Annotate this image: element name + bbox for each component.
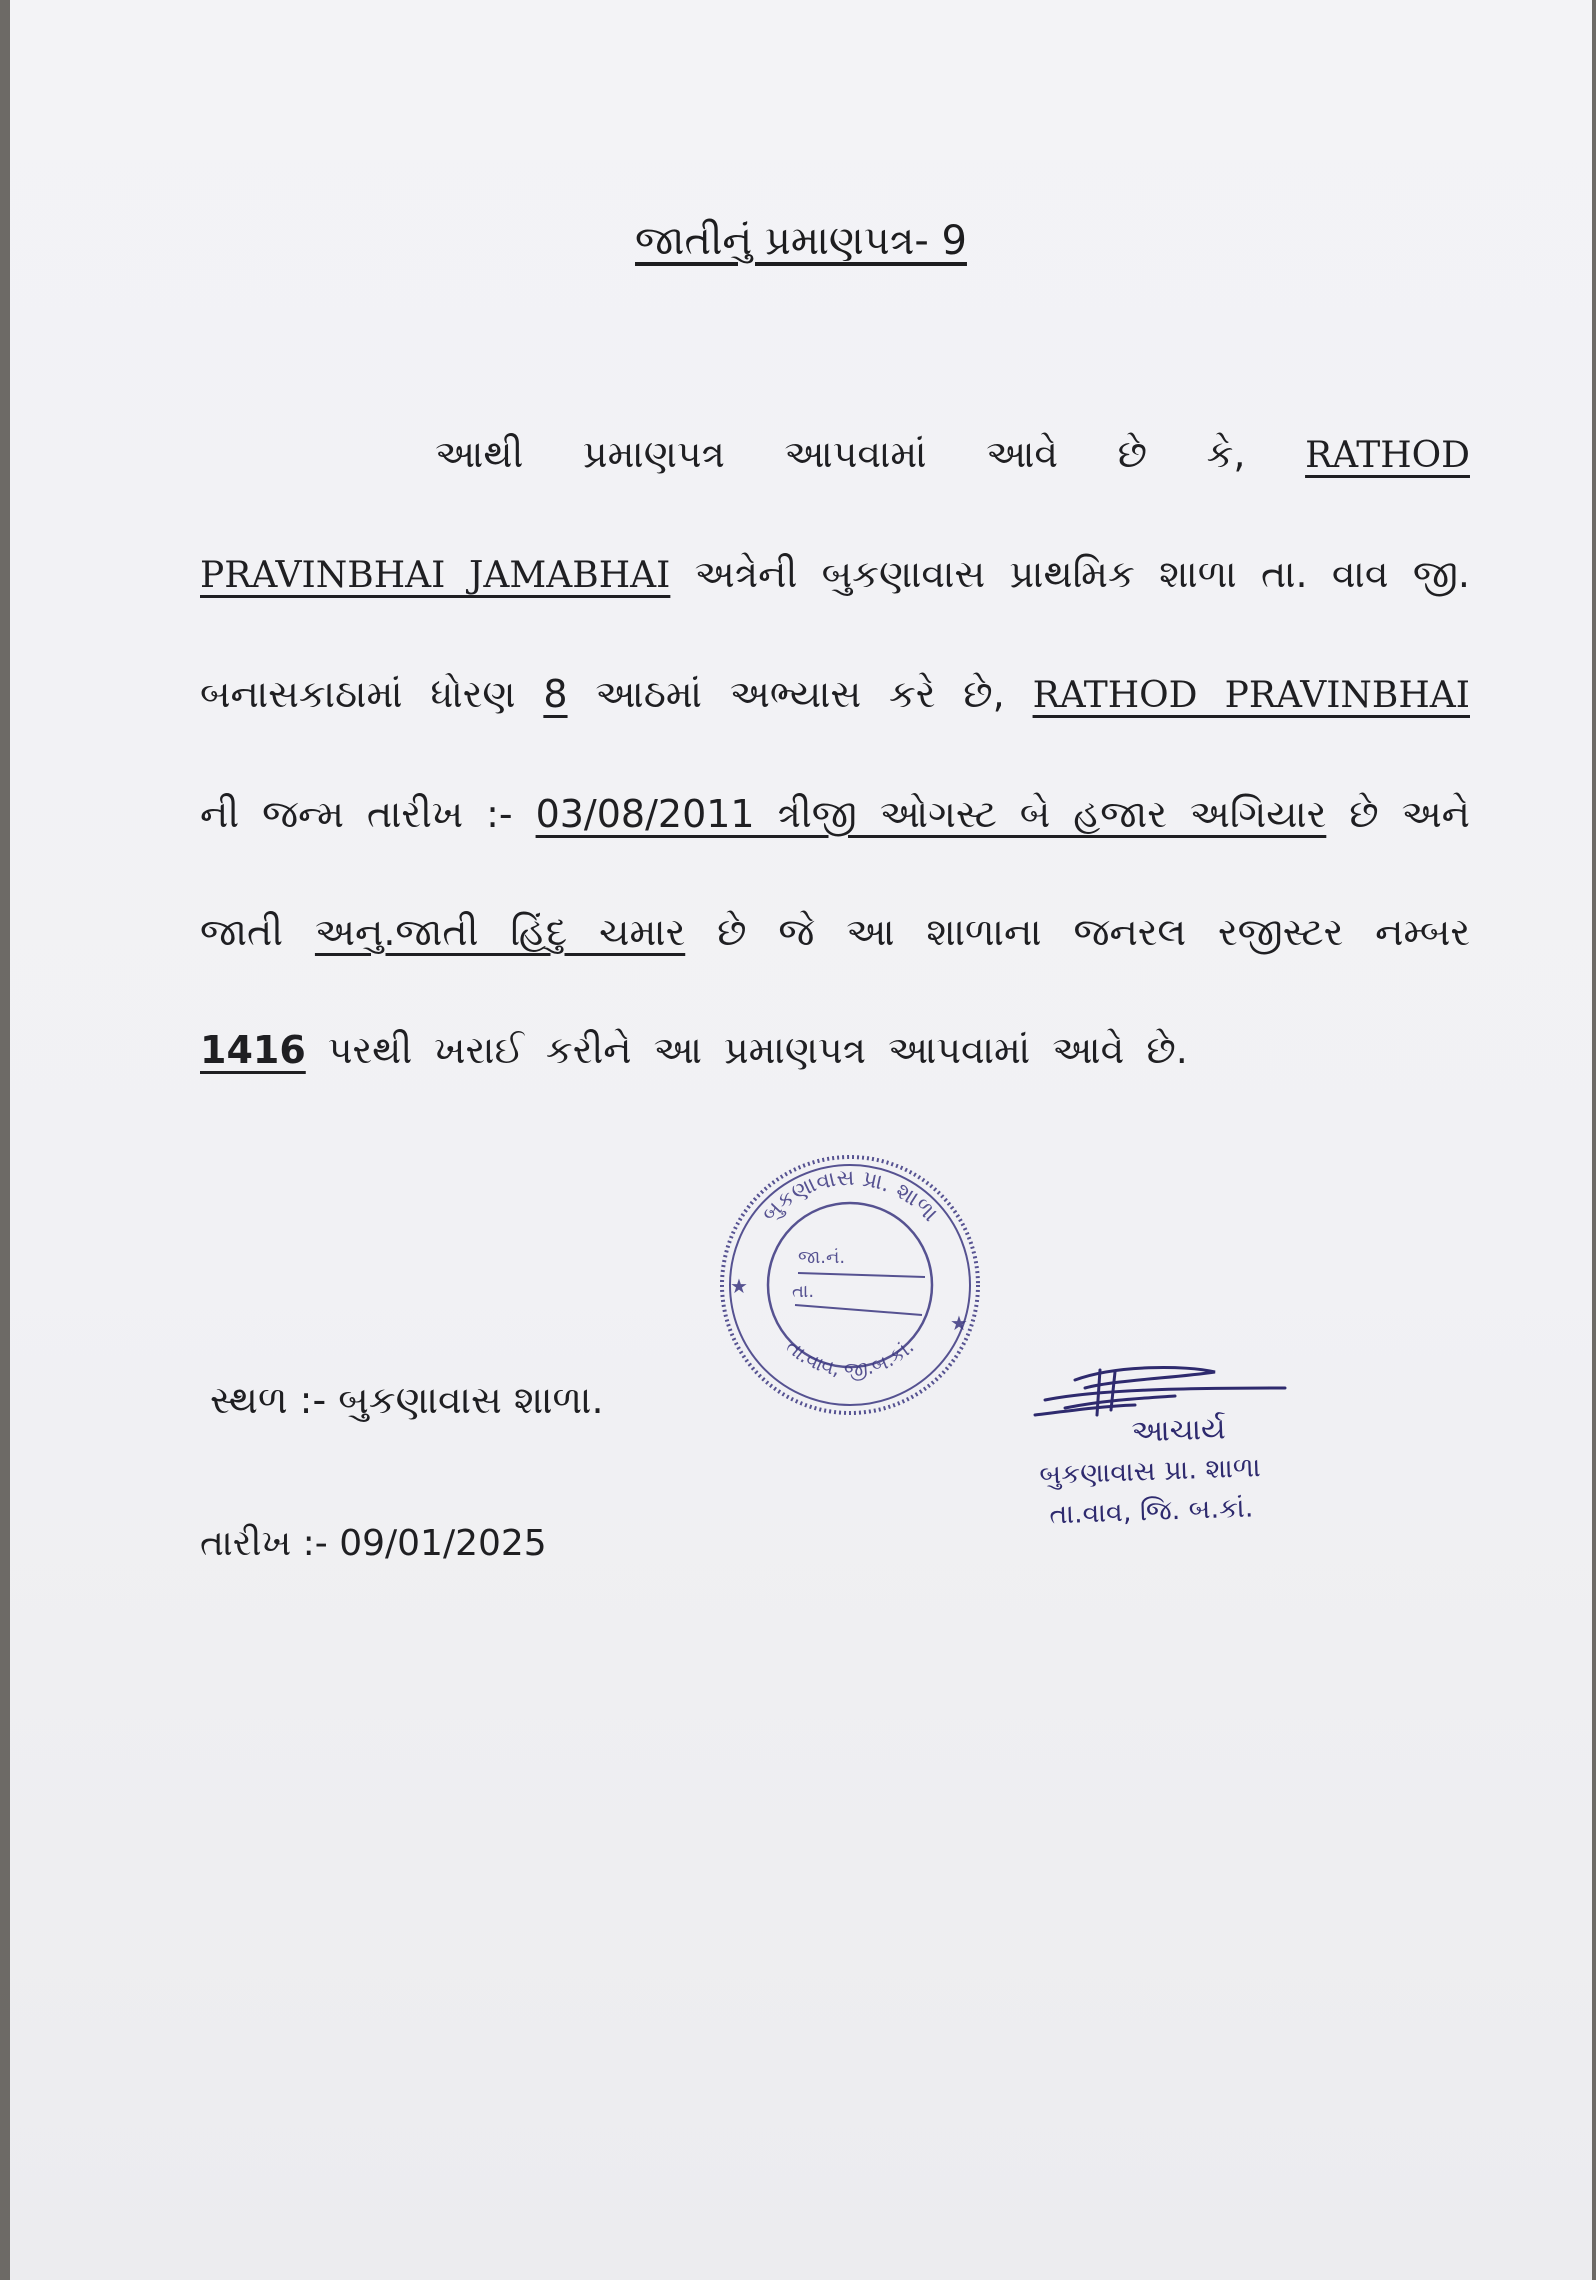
seal-top-text: બુકણાવાસ પ્રા. શાળા: [757, 1165, 943, 1227]
principal-sign-block: [998, 1407, 1302, 1537]
caste-connector: છે અને જાતી: [200, 792, 1470, 954]
certificate-page: [10, 0, 1592, 2280]
principal-school: બુકણાવાસ પ્રા. શાળા: [1038, 1452, 1262, 1491]
principal-role: આચાર્ય: [1130, 1411, 1227, 1450]
register-clause: છે જે આ શાળાના જનરલ રજીસ્ટર નમ્બર: [717, 910, 1470, 954]
date-line: તારીખ :- 09/01/2025: [200, 1523, 547, 1564]
date-of-birth: 03/08/2011 ત્રીજી ઓગસ્ટ બે હજાર અગિયાર: [535, 792, 1327, 836]
school-seal: [710, 1145, 990, 1425]
caste-value: અનુ.જાતી હિંદુ ચમાર: [314, 910, 686, 954]
principal-address: તા.વાવ, જિ. બ.કાં.: [1048, 1492, 1254, 1531]
svg-text:તા.વાવ, જી.બ.કાં.: [781, 1334, 918, 1381]
seal-star-icon: ★: [730, 1274, 748, 1298]
place-line: સ્થળ :- બુકણાવાસ શાળા.: [210, 1378, 604, 1422]
seal-line-1: જા.નં.: [798, 1247, 846, 1268]
register-number: 1416: [200, 1028, 306, 1072]
seal-star-icon: ★: [950, 1311, 968, 1335]
standard-clause: આઠમાં અભ્યાસ કરે છે,: [595, 672, 1005, 716]
certificate-title: જાતીનું પ્રમાણપત્ર- 9: [635, 218, 967, 264]
school-clause: અત્રેની બુકણાવાસ પ્રાથમિક શાળા તા. વાવ જી. બનાસકાઠામાં ધોરણ: [200, 552, 1470, 716]
seal-line-2: તા.: [792, 1281, 815, 1302]
closing-text: પરથી ખરાઈ કરીને આ પ્રમાણપત્ર આપવામાં આવે છે.: [327, 1028, 1188, 1072]
certificate-body: [200, 395, 1470, 1109]
student-full-name: RATHOD PRAVINBHAI JAMABHAI: [200, 435, 1470, 596]
dob-label: ની જન્મ તારીખ :-: [200, 792, 513, 836]
student-short-name: RATHOD PRAVINBHAI: [1032, 675, 1470, 716]
seal-bottom-text: તા.વાવ, જી.બ.કાં.: [781, 1334, 919, 1382]
intro-text: આથી પ્રમાણપત્ર આપવામાં આવે છે કે,: [435, 432, 1246, 476]
standard-number: 8: [543, 672, 568, 716]
